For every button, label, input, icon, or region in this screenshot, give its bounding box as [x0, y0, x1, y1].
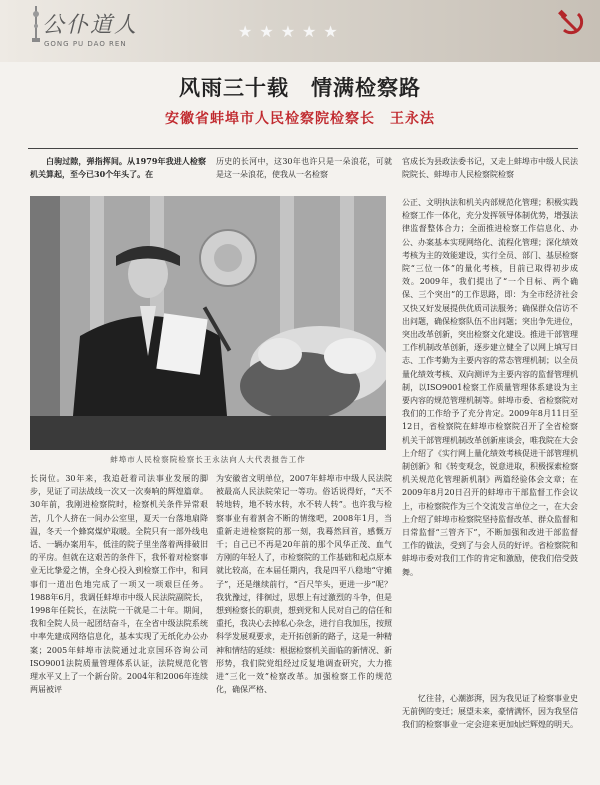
col3-upper: [402, 196, 578, 579]
banner-logo: 公仆道人: [42, 13, 139, 38]
col1-top-text: 白驹过隙，弹指挥间。从1979年我进人检察机关算起，至今已30个年头了。在: [30, 156, 206, 180]
col2-lower: [216, 472, 392, 696]
col2-top: [216, 155, 392, 181]
col3-upper-text: 公正、文明执法和机关内部规范化管理；积极实践检察工作一体化，充分发挥领导体制优势，增强法律监督整体合力；全面推进检察工作信息化、办公、办案基本实现网络化、流程化管理；深化绩效考核为主的效能建设，实行全员、部门、基层检察院“三位一体”的量化考核，目前已取得初步成效。2009年，我们提出了“一个目标、两个确保、三个突出”的工作思路，即：为全市经济社会又快又好发展提供优质司法服务；确保群众信访不出问题，确保检察队伍不出问题；突出争先进位，突出改革创新，突出检察文化建设。推进干部管理工作机制改革创新，逐步建立健全了以网上填写日志、工作考勤为主要内容的常态管理机制；以全员量化绩效考核、双向测评为主要内容的监督管理机制，以ISO9001检察工作质量管理体系建设为主要内容的规范管理机制等。蚌埠市委、省检察院对我们的工作给予了充分肯定。2009年8月11日至12日，省检察院在蚌埠市检察院召开了全省检察机关干部管理机制改革创新座谈会，唯我院在大会上介绍了《实行网上量化绩效考核促进干部管理机制创新》和《转变观念，锐意进取，积极探索检察机关规范化管理新机制》两篇经验体会文章；在2009年8月20日召开的蚌埠市干部监督工作会议上，市检察院作为三个交流发言单位之一，在大会上介绍了蚌埠市检察院坚持监督改革、群众监督和日常监督“三管齐下”，不断加强和改进干部监督工作的做法，受到了与会人员的好评。省检察院和蚌埠市委对我们工作的肯定和激励，使我们倍受鼓舞。: [402, 198, 578, 577]
banner-logo-en: GONG PU DAO REN: [44, 40, 127, 48]
col3-top: [402, 155, 578, 181]
col3-lower-text: 忆往昔，心潮澎湃，因为我见证了检察事业史无前例的变迁；展望未来，豪情满怀，因为我坚信我们的检察事业一定会迎来更加灿烂辉煌的明天。: [402, 694, 578, 730]
stars-decoration: ★★★★★: [238, 22, 345, 41]
title-area: [0, 64, 600, 150]
col1-lower-text: 长岗位。30年来，我追赶着司法事业发展的脚步，见证了司法战线一次又一次奏响的辉煌篇章。30年前，我刚进检察院时，检察机关条件异常艰苦，几个人挤在一间办公室里，夏天一台落地扇降温，冬天一个蜂窝煤炉取暖。全院只有一部外线电话、一辆办案用车，低洼的院子里坐落着两排破旧的平房。但就在这艰苦的条件下，我怀着对检察事业无比挚爱之情，全身心投入到检察工作中，和同事们一道出色地完成了一项又一项艰巨任务。1988年6月，我调任蚌埠市中级人民法院副院长，1998年任院长，在法院一干就是二十年。期间，我和全院人员一起团结奋斗，在全省中级法院系统中率先建成网络信息化，基本实现了无纸化办公办案；2005年蚌埠市法院通过北京国环咨询公司ISO9001法院质量管理体系认证，法院规范化管理水平又上了一个新台阶。2004年和2006年连续两届被评: [30, 474, 208, 695]
magazine-banner: [0, 0, 600, 62]
col2-lower-text: 为安徽省文明单位，2007年蚌埠市中级人民法院被最高人民法院荣记一等功。俗话说得好，“天不转地转，地不转水转，水不转人转”。也许我与检察事业有着割舍不断的情缘吧，2008年1月，当重新走进检察院的那一刻，我蓦然回首，感慨万千；自己已不再是20年前的那个风华正茂、血气方刚的年轻人了，市检察院的工作基础和起点原本就比较高，在本届任期内，我是四平八稳地“守摊子”，还是继续前行，“百尺竿头，更进一步”呢？我犹豫过，徘徊过，思想上有过激烈的斗争，但是想到检察长的职责，想到党和人民对自己的信任和重托，我决心去掉私心杂念，进行自我加压，按照科学发展观要求，走开拓创新的路子，这是一种精神和情结的延续：根据检察机关面临的新情况、新形势，我们院党组经过反复地调查研究，大力推进“三化一效”检察改革。加强检察工作的规范化，确保严格、: [216, 474, 392, 695]
col3-top-text: 官成长为县政法委书记，又走上蚌埠市中级人民法院院长、蚌埠市人民检察院检察: [402, 157, 578, 180]
col1-lower: [30, 472, 208, 696]
article-title: 风雨三十载 情满检察路: [179, 76, 421, 100]
title-divider: [28, 148, 578, 149]
col2-top-text: 历史的长河中，这30年也许只是一朵浪花，可就是这一朵浪花，使我从一名检察: [216, 157, 392, 180]
hammer-sickle-icon: [556, 8, 586, 38]
photo-scene-icon: [30, 196, 386, 450]
tower-icon: [30, 4, 42, 44]
speaker-photo: [30, 196, 386, 450]
col1-top: [30, 155, 206, 181]
col3-lower: [402, 692, 578, 732]
photo-caption: 蚌埠市人民检察院检察长王永法向人大代表报告工作: [110, 455, 306, 464]
article-subtitle: 安徽省蚌埠市人民检察院检察长 王永法: [165, 111, 435, 127]
